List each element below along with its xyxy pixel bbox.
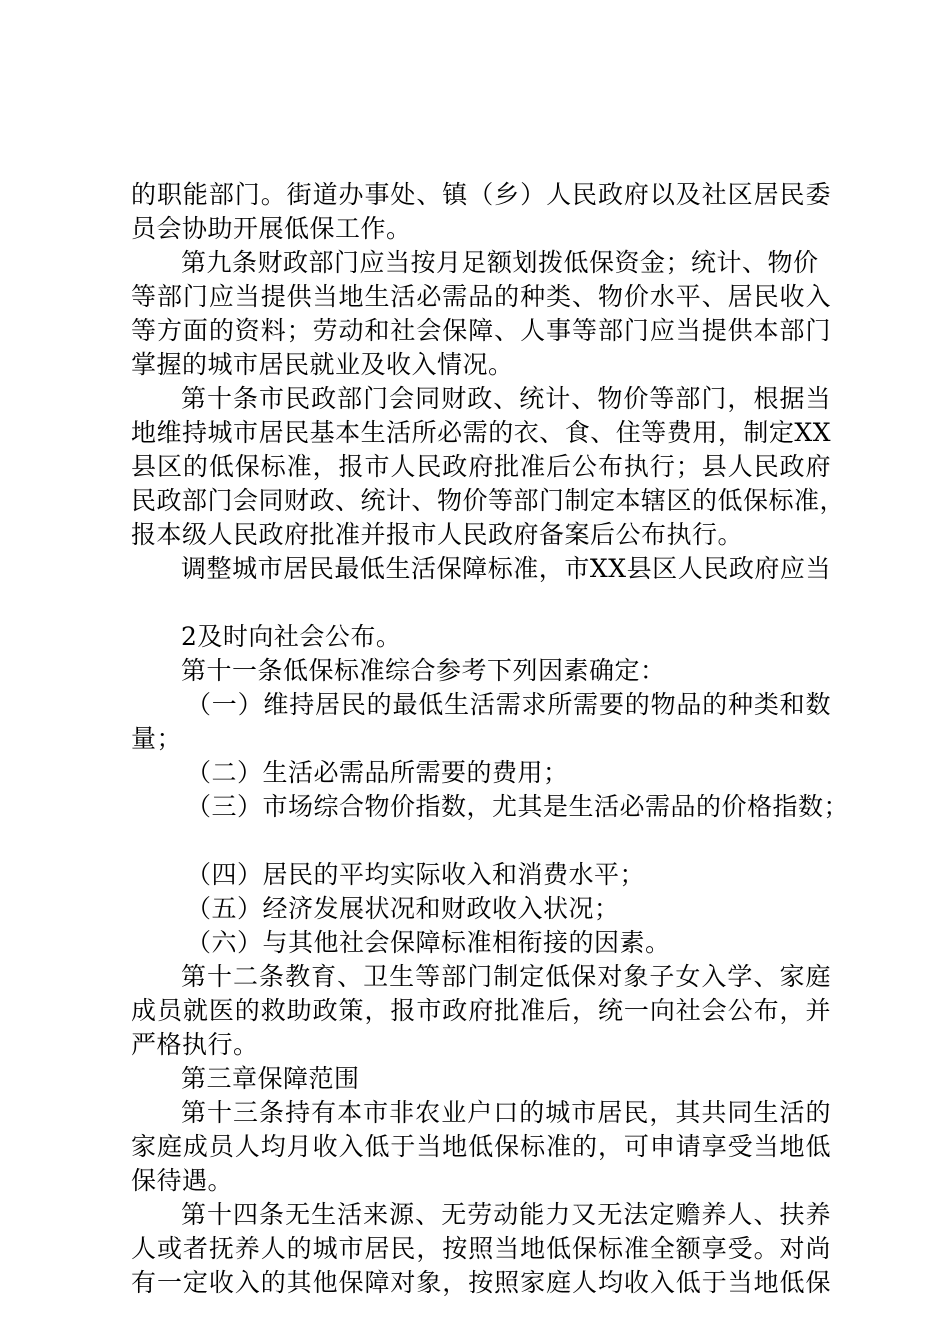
text-line: 严格执行。 — [131, 1030, 259, 1059]
text-line: 第十条市民政部门会同财政、统计、物价等部门，根据当 — [181, 384, 831, 413]
list-item: （五）经济发展状况和财政收入状况； — [186, 894, 620, 923]
text-line: 第十二条教育、卫生等部门制定低保对象子女入学、家庭 — [181, 962, 831, 991]
text-line: 人或者抚养人的城市居民，按照当地低保标准全额享受。对尚 — [131, 1234, 831, 1263]
text-line: 等部门应当提供当地生活必需品的种类、物价水平、居民收入 — [131, 282, 831, 311]
list-item: （二）生活必需品所需要的费用； — [186, 758, 569, 787]
text-line: 第十三条持有本市非农业户口的城市居民，其共同生活的 — [181, 1098, 831, 1127]
list-item: （三）市场综合物价指数，尤其是生活必需品的价格指数； — [186, 792, 850, 821]
text-line: 成员就医的救助政策，报市政府批准后，统一向社会公布，并 — [131, 996, 831, 1025]
list-item: （六）与其他社会保障标准相衔接的因素。 — [186, 928, 671, 957]
text-line: 地维持城市居民基本生活所必需的衣、食、住等费用，制定XX — [131, 418, 831, 447]
text-line: 民政部门会同财政、统计、物价等部门制定本辖区的低保标准， — [131, 486, 846, 515]
text-line: 第九条财政部门应当按月足额划拨低保资金；统计、物价 — [181, 248, 819, 277]
text-line: 调整城市居民最低生活保障标准，市XX县区人民政府应当 — [181, 554, 831, 583]
text-line: 的职能部门。街道办事处、镇（乡）人民政府以及社区居民委 — [131, 180, 831, 209]
chapter-heading: 第三章保障范围 — [181, 1064, 360, 1093]
text-line: 第十四条无生活来源、无劳动能力又无法定赡养人、扶养 — [181, 1200, 831, 1229]
text-line: 有一定收入的其他保障对象，按照家庭人均收入低于当地低保 — [131, 1268, 831, 1297]
text-line: 第十一条低保标准综合参考下列因素确定： — [181, 656, 666, 685]
text-line: 家庭成员人均月收入低于当地低保标准的，可申请享受当地低 — [131, 1132, 831, 1161]
text-line: 县区的低保标准，报市人民政府批准后公布执行；县人民政府 — [131, 452, 831, 481]
text-line: 报本级人民政府批准并报市人民政府备案后公布执行。 — [131, 520, 744, 549]
text-line: 2及时向社会公布。 — [181, 622, 402, 651]
list-item: （一）维持居民的最低生活需求所需要的物品的种类和数 — [186, 690, 831, 719]
text-line: 员会协助开展低保工作。 — [131, 214, 412, 243]
list-item: （四）居民的平均实际收入和消费水平； — [186, 860, 646, 889]
text-line: 掌握的城市居民就业及收入情况。 — [131, 350, 514, 379]
text-line: 保待遇。 — [131, 1166, 234, 1195]
text-line: 等方面的资料；劳动和社会保障、人事等部门应当提供本部门 — [131, 316, 831, 345]
text-line: 量； — [131, 724, 183, 753]
